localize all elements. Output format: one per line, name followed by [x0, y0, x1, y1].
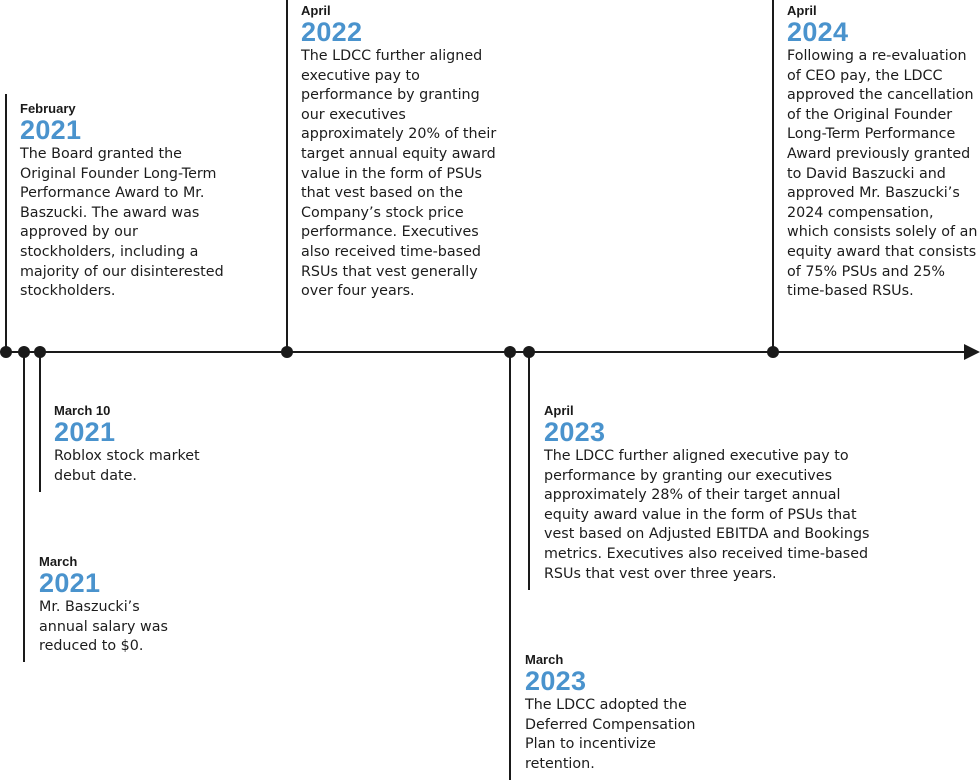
marker-apr-2023: [523, 346, 535, 358]
event-description: Roblox stock market debut date.: [54, 448, 200, 484]
event-month: April: [544, 403, 574, 418]
event-description: Mr. Baszucki’s annual salary was reduced to $0.: [39, 599, 168, 655]
event-year: 2021: [39, 568, 101, 598]
event-apr-2024: [787, 3, 979, 302]
event-year: 2024: [787, 17, 849, 47]
event-description: The Board granted the Original Founder Long-Term Performance Award to Mr. Baszucki. The award was approved by our stockholders, including a majority of our disinterested stockholders.: [20, 146, 224, 300]
event-year: 2022: [301, 17, 363, 47]
marker-mar-2023: [504, 346, 516, 358]
marker-mar-2021: [18, 346, 30, 358]
event-mar10-2021: [54, 403, 204, 486]
event-description: The LDCC further aligned executive pay to performance by granting our executives approximately 28% of their target annual equity award value in the form of PSUs that vest based on Adjusted EBITDA and Bookings metrics. Executives also received time-based RSUs that vest over three years.: [544, 448, 870, 582]
event-apr-2023: [544, 403, 884, 584]
event-month: March: [525, 652, 564, 667]
event-description: The LDCC further aligned executive pay to performance by granting our executives approximately 20% of their target annual equity award value in the form of PSUs that vest based on the Company’s stock price performance. Executives also received time-based RSUs that vest generally over four years.: [301, 48, 497, 300]
event-mar-2023: [525, 652, 715, 774]
event-month: February: [20, 101, 76, 116]
event-year: 2021: [54, 417, 116, 447]
event-month: March 10: [54, 403, 111, 418]
event-apr-2022: [301, 3, 506, 302]
marker-mar10-2021: [34, 346, 46, 358]
event-feb-2021: [20, 101, 234, 302]
event-description: Following a re-evaluation of CEO pay, the LDCC approved the cancellation of the Original Founder Long-Term Performance Award previously granted to David Baszucki and approved Mr. Baszucki’s 2024 compensation, which consists solely of an equity award that consists of 75% PSUs and 25% time-based RSUs.: [787, 48, 978, 300]
event-description: The LDCC adopted the Deferred Compensation Plan to incentivize retention.: [525, 697, 696, 772]
marker-apr-2024: [767, 346, 779, 358]
event-year: 2023: [525, 666, 587, 696]
event-mar-2021: [39, 554, 189, 657]
event-year: 2023: [544, 417, 606, 447]
marker-apr-2022: [281, 346, 293, 358]
event-month: April: [787, 3, 817, 18]
marker-feb-2021: [0, 346, 12, 358]
event-year: 2021: [20, 115, 82, 145]
event-month: April: [301, 3, 331, 18]
timeline-arrowhead: [964, 344, 980, 360]
event-month: March: [39, 554, 78, 569]
